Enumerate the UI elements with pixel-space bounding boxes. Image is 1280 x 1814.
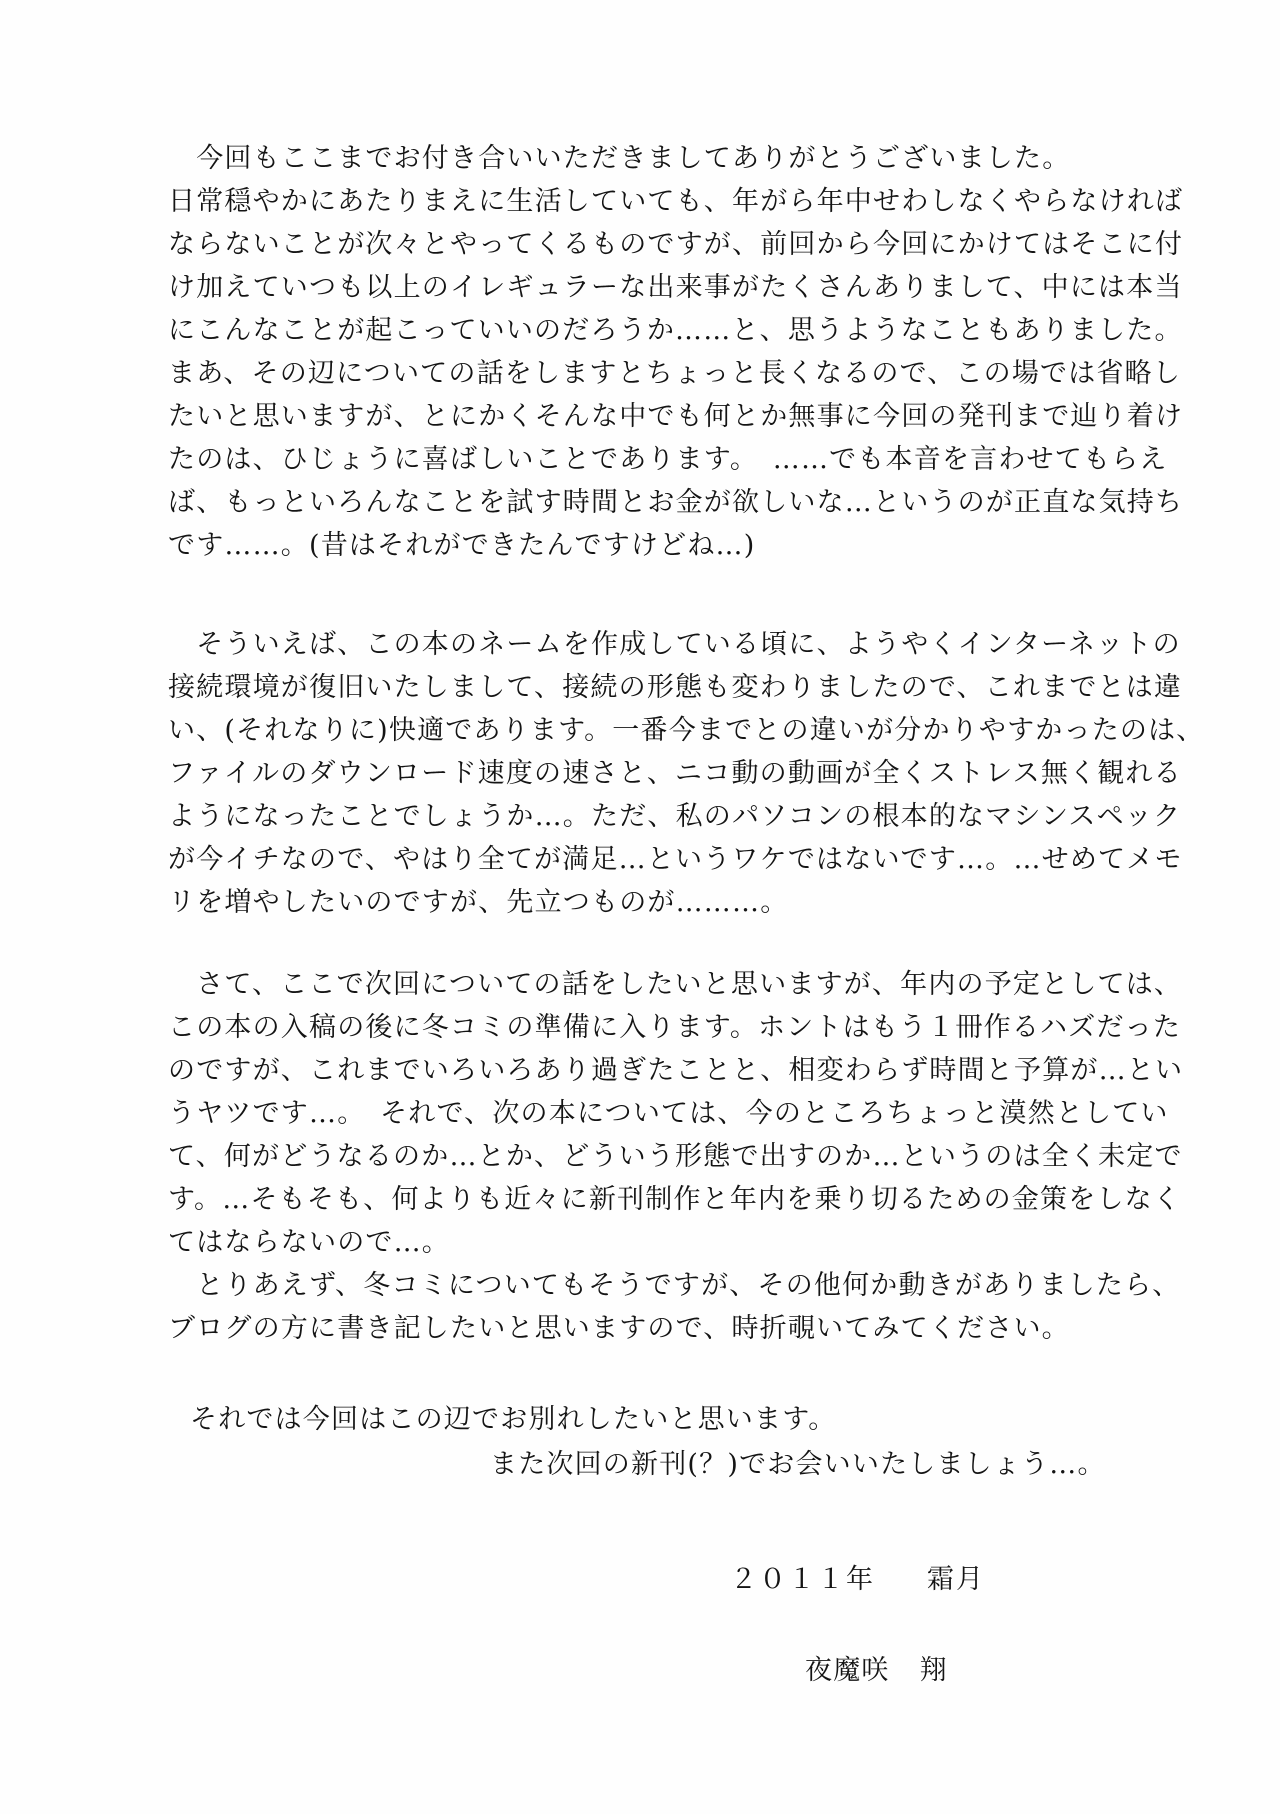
date-line bbox=[730, 1557, 985, 1596]
text-line: い、(それなりに)快適であります。一番今までとの違いが分かりやすかったのは、 bbox=[168, 715, 1205, 746]
text-line: ならないことが次々とやってくるものですが、前回から今回にかけてはそこに付 bbox=[168, 229, 1184, 260]
date-year: ２０１１年 bbox=[730, 1564, 875, 1595]
text-line: 日常穏やかにあたりまえに生活していても、年がら年中せわしなくやらなければ bbox=[168, 186, 1184, 217]
paragraph-thanks bbox=[168, 137, 1184, 567]
text-line: とりあえず、冬コミについてもそうですが、その他何か動きがありましたら、 bbox=[168, 1270, 1181, 1301]
text-line: まあ、その辺についての話をしますとちょっと長くなるので、この場では省略し bbox=[168, 358, 1182, 389]
text-line: さて、ここで次回についての話をしたいと思いますが、年内の予定としては、 bbox=[168, 969, 1183, 1000]
text-line: け加えていつも以上のイレギュラーな出来事がたくさんありまして、中には本当 bbox=[168, 272, 1183, 303]
author-given-name: 翔 bbox=[919, 1655, 948, 1686]
text-line: が今イチなので、やはり全てが満足…というワケではないです…。…せめてメモ bbox=[168, 844, 1183, 875]
author-family-name: 夜魔咲 bbox=[805, 1655, 890, 1686]
author-signature bbox=[805, 1648, 948, 1687]
text-line: うヤツです…。 それで、次の本については、今のところちょっと漠然としてい bbox=[168, 1098, 1169, 1129]
paragraph-internet bbox=[168, 623, 1205, 924]
text-line: て、何がどうなるのか…とか、どういう形態で出すのか…というのは全く未定で bbox=[168, 1141, 1183, 1172]
text-line: たのは、ひじょうに喜ばしいことであります。 ……でも本音を言わせてもらえ bbox=[168, 444, 1168, 475]
text-line: たいと思いますが、とにかくそんな中でも何とか無事に今回の発刊まで辿り着け bbox=[168, 401, 1184, 432]
text-line: 今回もここまでお付き合いいただきましてありがとうございました。 bbox=[168, 143, 1071, 174]
text-line: す。…そもそも、何よりも近々に新刊制作と年内を乗り切るための金策をしなく bbox=[168, 1184, 1182, 1215]
text-line: ようになったことでしょうか…。ただ、私のパソコンの根本的なマシンスペック bbox=[168, 801, 1182, 832]
text-line: リを増やしたいのですが、先立つものが………。 bbox=[168, 887, 789, 918]
text-line: この本の入稿の後に冬コミの準備に入ります。ホントはもう１冊作るハズだった bbox=[168, 1012, 1182, 1043]
text-line: ブログの方に書き記したいと思いますので、時折覗いてみてください。 bbox=[168, 1313, 1070, 1344]
closing-line-farewell: それでは今回はこの辺でお別れしたいと思います。 bbox=[190, 1404, 837, 1435]
text-line: ば、もっといろんなことを試す時間とお金が欲しいな…というのが正直な気持ち bbox=[168, 487, 1184, 518]
date-month: 霜月 bbox=[927, 1564, 985, 1595]
text-line: てはならないので…。 bbox=[168, 1227, 450, 1258]
text-line: にこんなことが起こっていいのだろうか……と、思うようなこともありました。 bbox=[168, 315, 1183, 346]
text-line: そういえば、この本のネームを作成している頃に、ようやくインターネットの bbox=[168, 629, 1181, 660]
paragraph-next-plans bbox=[168, 963, 1184, 1350]
text-line: ファイルのダウンロード速度の速さと、ニコ動の動画が全くストレス無く観れる bbox=[168, 758, 1182, 789]
text-line: のですが、これまでいろいろあり過ぎたことと、相変わらず時間と予算が…とい bbox=[168, 1055, 1184, 1086]
text-line: です……。(昔はそれができたんですけどね…) bbox=[168, 530, 756, 561]
closing-line-see-you: また次回の新刊(？)でお会いいたしましょう…。 bbox=[490, 1449, 1106, 1480]
text-line: 接続環境が復旧いたしまして、接続の形態も変わりましたので、これまでとは違 bbox=[168, 672, 1183, 703]
